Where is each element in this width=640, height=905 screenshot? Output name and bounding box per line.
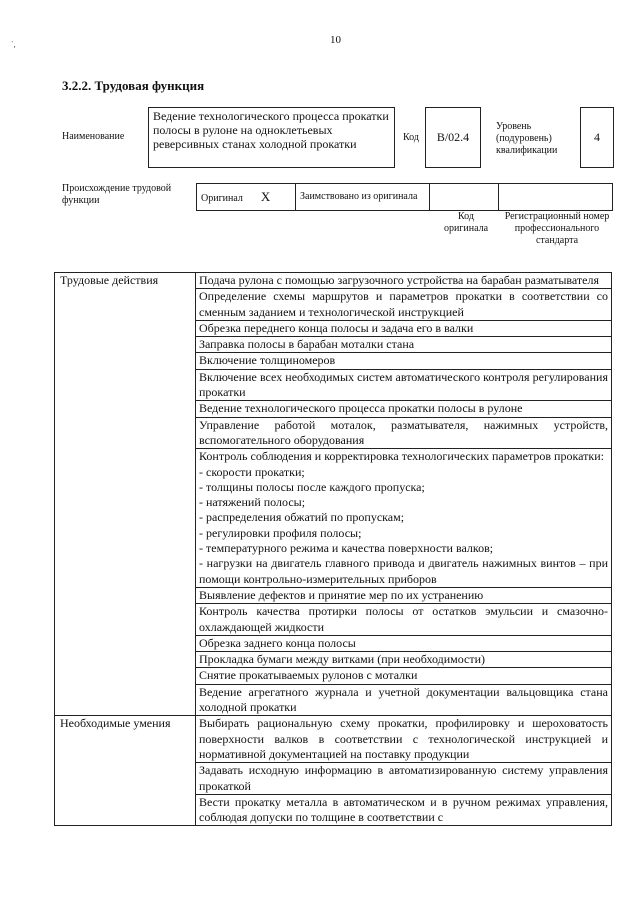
- item-line: Ведение технологического процесса прокатки полосы в рулоне: [199, 401, 523, 416]
- section-item: [196, 449, 612, 588]
- section-item: [196, 417, 612, 449]
- item-line: Включение всех необходимых систем автоматического контроля регулирования прокатки: [199, 369, 608, 400]
- item-line: - регулировки профиля полосы;: [199, 525, 362, 540]
- original-mark: X: [260, 189, 271, 204]
- section-item: [196, 369, 612, 401]
- item-line: Ведение агрегатного журнала и учетной документации вальцовщика стана холодной прокатки: [199, 684, 608, 715]
- section-item: [196, 353, 612, 369]
- item-line: Контроль соблюдения и корректировка технологических параметров прокатки:: [199, 449, 604, 464]
- scan-mark: `,: [11, 40, 16, 49]
- section-item: [196, 668, 612, 684]
- section-title: 3.2.2. Трудовая функция: [62, 78, 205, 93]
- function-details-table: [54, 272, 612, 826]
- item-line: Задавать исходную информацию в автоматизированную систему управления прокаткой: [199, 763, 608, 793]
- item-line: Подача рулона с помощью загрузочного устройства на барабан разматывателя: [199, 273, 599, 287]
- item-line: - нагрузки на двигатель главного привода и двигатель нажимных винтов – при помощи контрольно-измерительных приборов: [199, 556, 608, 586]
- code-original-label: Код оригинала: [443, 211, 489, 234]
- item-line: Контроль качества протирки полосы от остатков эмульсии и смазочно-охлаждающей жидкости: [199, 604, 608, 634]
- section-category: Необходимые умения: [55, 716, 196, 826]
- item-line: Управление работой моталок, разматывателя, нажимных устройств, вспомогательного оборудования: [199, 417, 608, 447]
- section-item: [196, 635, 612, 651]
- section-item: [196, 401, 612, 417]
- item-line: Определение схемы маршрутов и параметров прокатки в соответствии со сменным заданием и технологической инструкцией: [199, 289, 608, 319]
- section-item: [196, 289, 612, 321]
- section-item: [196, 273, 612, 289]
- original-label: Оригинал: [201, 193, 243, 204]
- item-line: Прокладка бумаги между витками (при необходимости): [199, 652, 486, 667]
- section-item: [196, 337, 612, 353]
- qualification-level-label: [496, 121, 576, 157]
- item-line: - распределения обжатий по пропускам;: [199, 510, 405, 525]
- section-item: [196, 587, 612, 603]
- section-item: [196, 716, 612, 763]
- name-label: Наименование: [62, 131, 125, 142]
- section-category: Трудовые действия: [55, 273, 196, 716]
- qualification-level-label-text: Уровень (подуровень) квалификации: [496, 121, 558, 156]
- reg-number-label: Регистрационный номер профессионального стандарта: [504, 211, 610, 246]
- function-code-box: B/02.4: [425, 107, 481, 168]
- origin-label: Происхождение трудовой функции: [62, 183, 172, 206]
- borrowed-label: Заимствовано из оригинала: [296, 184, 430, 211]
- origin-table: [196, 183, 613, 211]
- section-item: [196, 652, 612, 668]
- item-line: - толщины полосы после каждого пропуска;: [199, 479, 425, 494]
- table-row: [55, 716, 612, 763]
- item-line: - натяжений полосы;: [199, 495, 306, 510]
- section-item: [196, 604, 612, 636]
- table-row: [55, 273, 612, 289]
- origin-reg-cell: [499, 184, 613, 211]
- origin-original-cell: [197, 184, 296, 211]
- page-number: 10: [330, 34, 341, 46]
- item-line: Выявление дефектов и принятие мер по их устранению: [199, 587, 484, 602]
- section-item: [196, 320, 612, 336]
- item-line: Обрезка переднего конца полосы и задача его в валки: [199, 320, 474, 335]
- qualification-level-box: 4: [580, 107, 614, 168]
- section-item: [196, 763, 612, 795]
- code-label: Код: [403, 132, 419, 143]
- item-line: Вести прокатку металла в автоматическом и в ручном режимах управления, соблюдая допуски по толщине в соответствии с: [199, 794, 608, 825]
- item-line: Выбирать рациональную схему прокатки, профилировку и шероховатость поверхности валков в соответствии с технологической инструкцией и нормативной документацией на поставку продукции: [199, 716, 608, 761]
- function-name-box: Ведение технологического процесса прокатки полосы в рулоне на одноклетьевых реверсивных станах холодной прокатки: [148, 107, 395, 168]
- item-line: Обрезка заднего конца полосы: [199, 635, 356, 650]
- item-line: Включение толщиномеров: [199, 353, 336, 368]
- item-line: Заправка полосы в барабан моталки стана: [199, 337, 415, 352]
- origin-code-cell: [430, 184, 499, 211]
- section-item: [196, 794, 612, 826]
- item-line: Снятие прокатываемых рулонов с моталки: [199, 668, 418, 683]
- item-line: - температурного режима и качества поверхности валков;: [199, 541, 494, 556]
- section-item: [196, 684, 612, 716]
- item-line: - скорости прокатки;: [199, 464, 305, 479]
